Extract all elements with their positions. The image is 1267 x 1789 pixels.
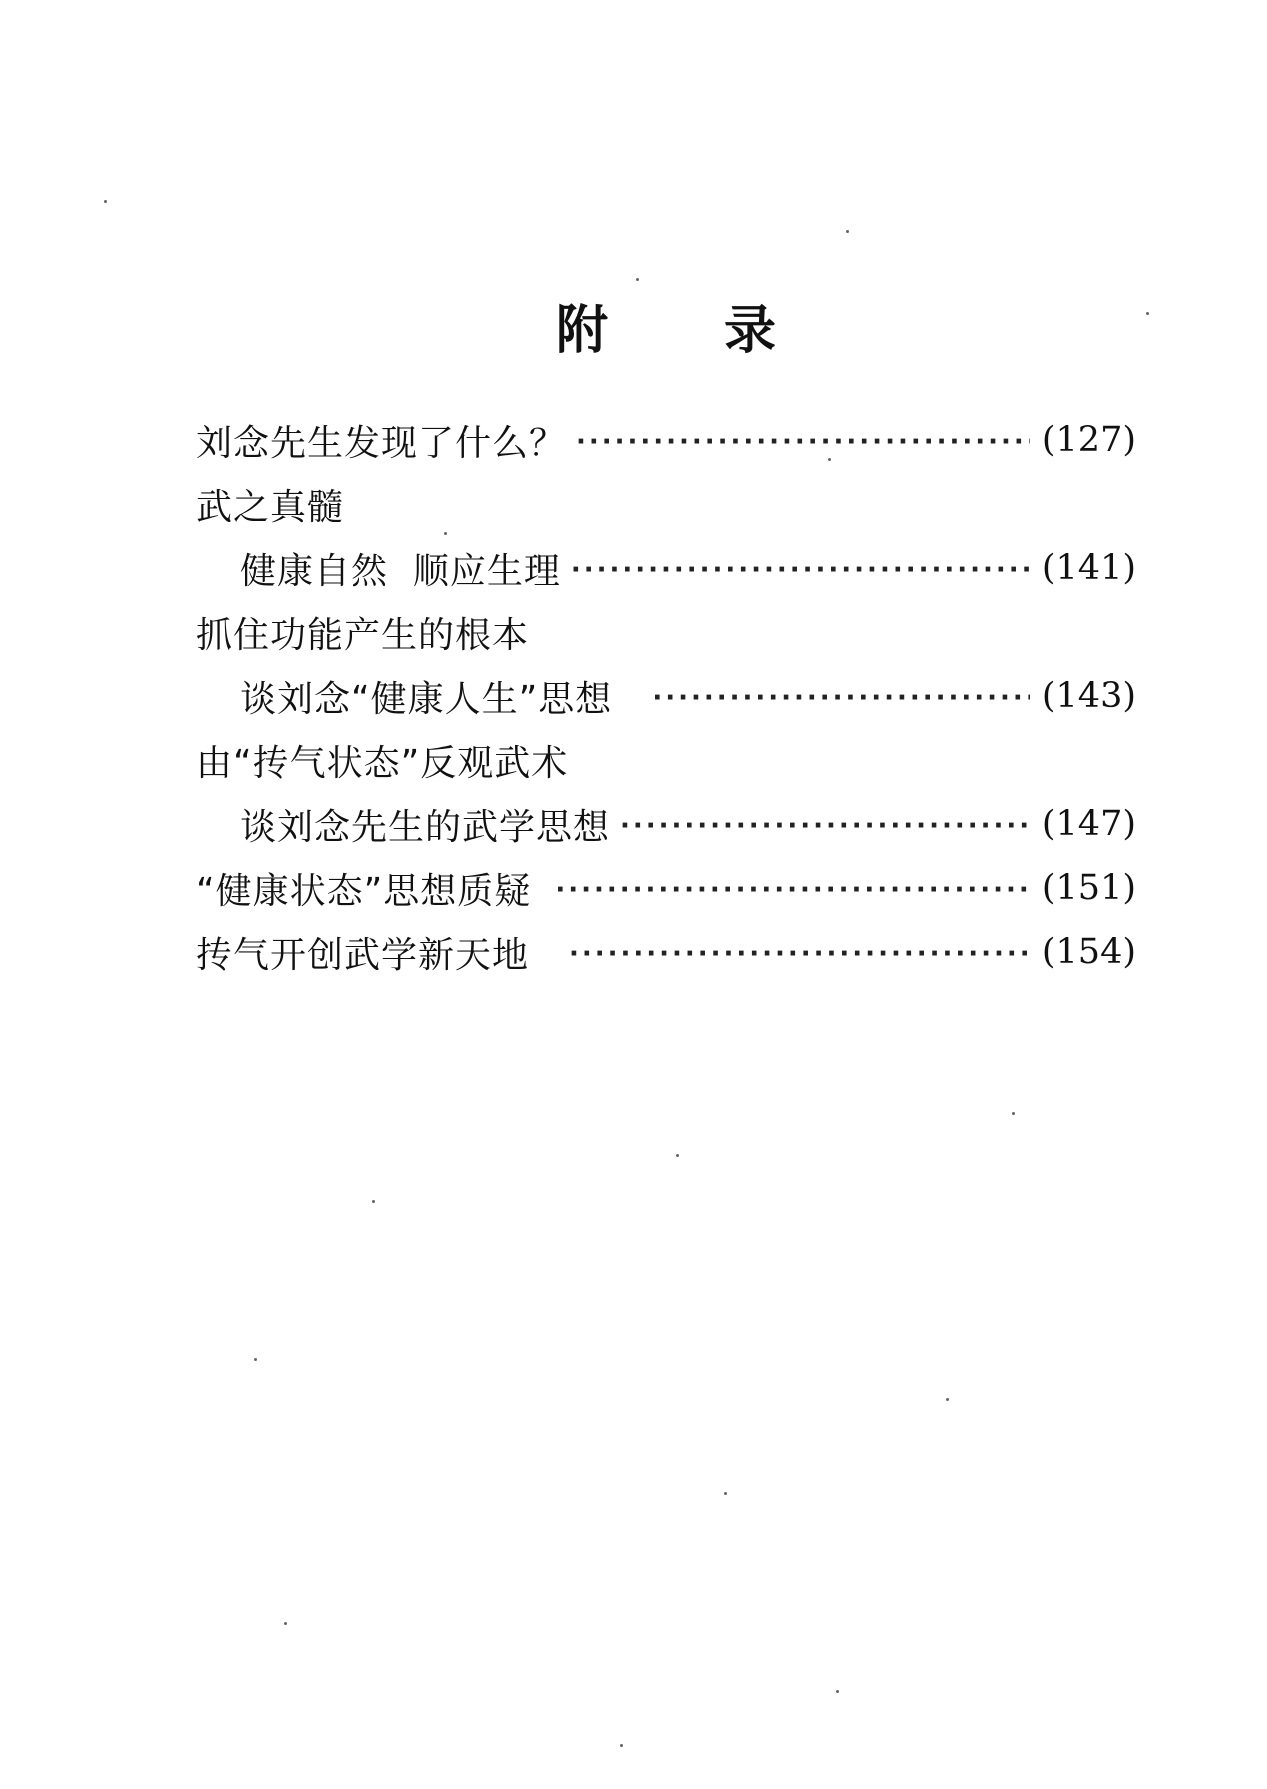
scan-speck xyxy=(1146,312,1149,315)
table-of-contents xyxy=(196,408,1136,984)
toc-leader-dots xyxy=(652,685,1030,711)
toc-entry xyxy=(196,600,1136,664)
page-title xyxy=(0,288,1267,361)
toc-leader-dots xyxy=(569,941,1030,967)
scan-speck xyxy=(104,200,107,203)
toc-subentry xyxy=(196,664,1136,728)
toc-entry xyxy=(196,728,1136,792)
toc-entry xyxy=(196,472,1136,536)
toc-entry-title: 抓住功能产生的根本 xyxy=(196,614,530,656)
toc-entry xyxy=(196,920,1136,984)
toc-entry-page: (147) xyxy=(1041,804,1136,844)
toc-entry-title: “健康状态”思想质疑 xyxy=(196,870,532,912)
toc-leader-dots xyxy=(571,557,1030,583)
scan-speck xyxy=(636,278,639,281)
toc-leader-dots xyxy=(555,877,1030,903)
toc-entry-title: 由“抟气状态”反观武术 xyxy=(196,742,569,784)
scan-speck xyxy=(836,1690,839,1693)
toc-entry-page: (141) xyxy=(1041,548,1136,588)
scan-speck xyxy=(676,1154,679,1157)
toc-entry-page: (154) xyxy=(1041,932,1136,972)
toc-entry-page: (151) xyxy=(1041,868,1136,908)
toc-entry-title: 谈刘念“健康人生”思想 xyxy=(240,678,613,720)
scan-speck xyxy=(846,230,849,233)
toc-entry xyxy=(196,856,1136,920)
toc-entry-title: 武之真髓 xyxy=(196,486,345,528)
toc-leader-dots xyxy=(576,429,1030,455)
toc-subentry xyxy=(196,792,1136,856)
toc-entry-page: (127) xyxy=(1041,420,1136,460)
title-char-2: 录 xyxy=(724,300,777,361)
scan-speck xyxy=(1012,1112,1015,1115)
toc-entry-title: 健康自然 顺应生理 xyxy=(240,550,561,592)
toc-leader-dots xyxy=(620,813,1030,839)
scan-speck xyxy=(444,532,447,535)
scan-speck xyxy=(828,458,831,461)
scan-speck xyxy=(284,1622,287,1625)
toc-subentry xyxy=(196,536,1136,600)
scan-speck xyxy=(254,1358,257,1361)
scan-speck xyxy=(946,1398,949,1401)
toc-entry-title: 抟气开创武学新天地 xyxy=(196,934,530,976)
title-char-1: 附 xyxy=(556,300,609,361)
scan-speck xyxy=(620,1744,623,1747)
toc-entry-title: 刘念先生发现了什么？ xyxy=(196,422,567,464)
toc-entry-page: (143) xyxy=(1041,676,1136,716)
scan-speck xyxy=(724,1492,727,1495)
scan-speck xyxy=(372,1200,375,1203)
toc-entry xyxy=(196,408,1136,472)
toc-entry-title: 谈刘念先生的武学思想 xyxy=(240,806,611,848)
